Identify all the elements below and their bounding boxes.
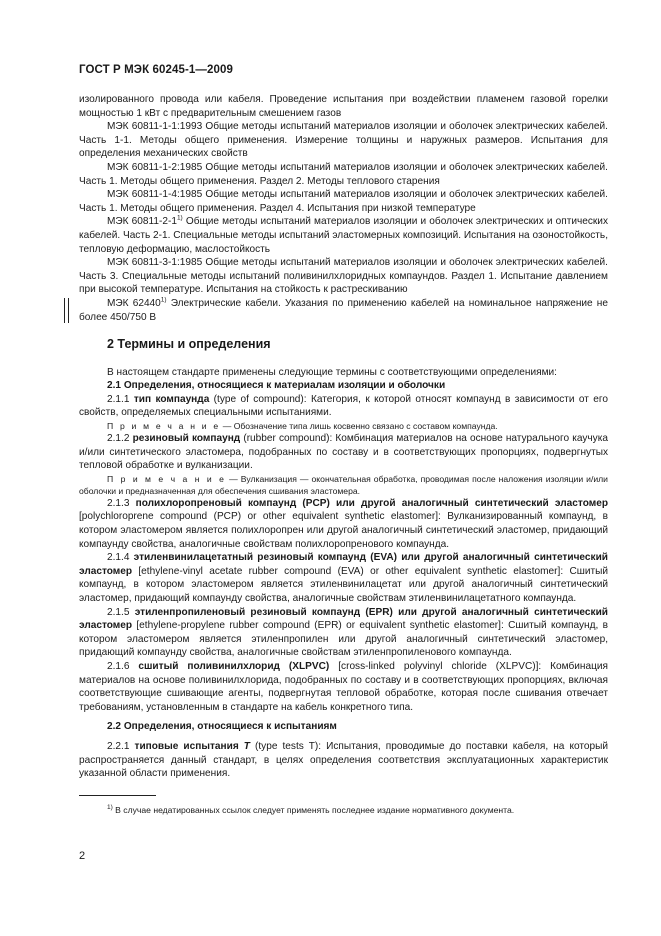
page-number: 2 bbox=[79, 850, 86, 862]
definition-2-1-3: 2.1.3 полихлоропреновый компаунд (PCP) или другой аналогичный синтетический эластомер [polychloroprene compound (PCP) or other equivalent synthetic elastomer]: Вулканизированный компаунд, в котором эластомером является полихлоропрен или другой аналогичный синтетический эластомер, придающий компаунду свойства, аналогичные свойствам полихлоропренового компаунда. bbox=[79, 497, 608, 550]
reference-item: МЭК 60811-1-4:1985 Общие методы испытаний материалов изоляции и оболочек электрических кабелей. Часть 1. Методы общего применения. Раздел 4. Испытания при низкой температуре bbox=[79, 189, 608, 214]
reference-text: Электрические кабели. Указания по применению кабелей на номинальное напряжение не более 450/750 В bbox=[79, 297, 608, 323]
reference-item: МЭК 60811-1-2:1985 Общие методы испытаний материалов изоляции и оболочек электрических кабелей. Часть 1. Методы общего применения. Раздел 2. Методы теплового старения bbox=[79, 161, 608, 187]
footnote-mark: 1) bbox=[107, 803, 113, 811]
definition-2-2-1: 2.2.1 типовые испытания T (type tests T): Испытания, проводимые до поставки кабеля, на который распространяется данный стандарт, в целях определения соответствия эксплуатационных характеристик указанной области применения. bbox=[79, 740, 608, 780]
term: сшитый поливинилхлорид (XLPVC) bbox=[138, 660, 330, 672]
document-body bbox=[79, 93, 608, 816]
definition-2-1-4: 2.1.4 этиленвинилацетатный резиновый компаунд (EVA) или другой аналогичный синтетический эластомер [ethylene-vinyl acetate rubber compound (EVA) or other equivalent synthetic elastomer]: Сшитый компаунд, в котором эластомером является этиленвинилацетат или другой аналогичный синтетический эластомер, придающий компаунду свойства, аналогичные свойствам этиленвинилацетатного компаунда. bbox=[79, 552, 608, 604]
reference-code: МЭК 62440 bbox=[107, 297, 161, 309]
reference-item bbox=[79, 215, 608, 256]
footnote-divider bbox=[79, 795, 156, 796]
definition-2-1-6: 2.1.6 сшитый поливинилхлорид (XLPVC) [cross-linked polyvinyl chloride (XLPVC)]: Комбинация материалов на основе поливинилхлорида, подобранных по составу и в соответствующих пропорциях, включая соответствующие сшивающие агенты, подвергнутая тепловой обработке, которая после сшивания отвечает требованиям, установленным в стандарте на кабель конкретного типа. bbox=[79, 660, 608, 713]
section-intro: В настоящем стандарте применены следующие термины с соответствующими определениями: bbox=[107, 366, 557, 378]
term: полихлоропреновый компаунд (PCP) или другой аналогичный синтетический эластомер bbox=[135, 497, 608, 509]
term: этиленпропиленовый резиновый компаунд (EPR) или другой аналогичный синтетический эластомер bbox=[79, 606, 608, 632]
term: резиновый компаунд bbox=[132, 433, 241, 445]
reference-continuation: изолированного провода или кабеля. Проведение испытания при воздействии пламенем газовой горелки мощностью 1 кВт с предварительным смешением газов bbox=[79, 94, 608, 119]
subsection-title: 2.1 Определения, относящиеся к материалам изоляции и оболочки bbox=[107, 380, 446, 392]
reference-item-revised bbox=[79, 297, 608, 324]
definition-2-1-5: 2.1.5 этиленпропиленовый резиновый компаунд (EPR) или другой аналогичный синтетический эластомер [ethylene-propylene rubber compound (EPR) or equivalent synthetic elastomer]: Сшитый компаунд, в котором эластомером является этиленпропилен или другой аналогичный синтетический эластомер, придающий компаунду свойства, аналогичные свойствам этиленпропиленового компаунда. bbox=[79, 606, 608, 659]
document-header: ГОСТ Р МЭК 60245-1—2009 bbox=[79, 64, 233, 76]
term: тип компаунда bbox=[133, 393, 210, 405]
reference-item: МЭК 60811-3-1:1985 Общие методы испытаний материалов изоляции и оболочек электрических кабелей. Часть 3. Специальные методы испытаний поливинилхлоридных компаундов. Раздел 1. Испытание давлением при высокой температуре. Испытания на стойкость к растрескиванию bbox=[79, 257, 608, 296]
definition-2-1-1: 2.1.1 тип компаунда (type of compound): Категория, к которой относят компаунд в зависимости от его свойств, определяемых специальными испытаниями. bbox=[79, 393, 608, 419]
note: П р и м е ч а н и е — Вулканизация — окончательная обработка, проводимая после наложения изоляции и/или оболочки и предназначенная для обеспечения сшивания эластомера. bbox=[79, 473, 608, 496]
definition-2-1-2: 2.1.2 резиновый компаунд (rubber compound): Комбинация материалов на основе натурального каучука и/или синтетического эластомера, подобранных по составу и в соответствующих пропорциях, подвергнутых тепловой обработке и вулканизации. bbox=[79, 433, 608, 472]
term: этиленвинилацетатный резиновый компаунд (EVA) или другой аналогичный синтетический эластомер bbox=[79, 552, 608, 577]
footnote: $^{1)}$ В случае недатированных ссылок следует применять последнее издание нормативного документа. bbox=[107, 803, 515, 815]
reference-code: МЭК 60811-2-1 bbox=[107, 216, 177, 228]
reference-text: Общие методы испытаний материалов изоляции и оболочек электрических и оптических кабелей. Часть 2-1. Специальные методы испытаний эластомерных композиций. Испытания на озоностойкость, тепловую деформацию, маслостойкость bbox=[79, 216, 608, 255]
reference-item: МЭК 60811-1-1:1993 Общие методы испытаний материалов изоляции и оболочек электрических кабелей. Часть 1-1. Методы общего применения. Измерение толщины и наружных размеров. Испытания для определения механических свойств bbox=[79, 121, 608, 160]
footnote-ref: 1) bbox=[160, 296, 167, 304]
term: типовые испытания bbox=[134, 740, 239, 752]
section-title: 2 Термины и определения bbox=[107, 337, 271, 352]
footnote-ref: 1) bbox=[176, 214, 183, 222]
note: П р и м е ч а н и е — Обозначение типа лишь косвенно связано с составом компаунда. bbox=[107, 421, 498, 432]
subsection-title: 2.2 Определения, относящиеся к испытаниям bbox=[107, 721, 337, 733]
